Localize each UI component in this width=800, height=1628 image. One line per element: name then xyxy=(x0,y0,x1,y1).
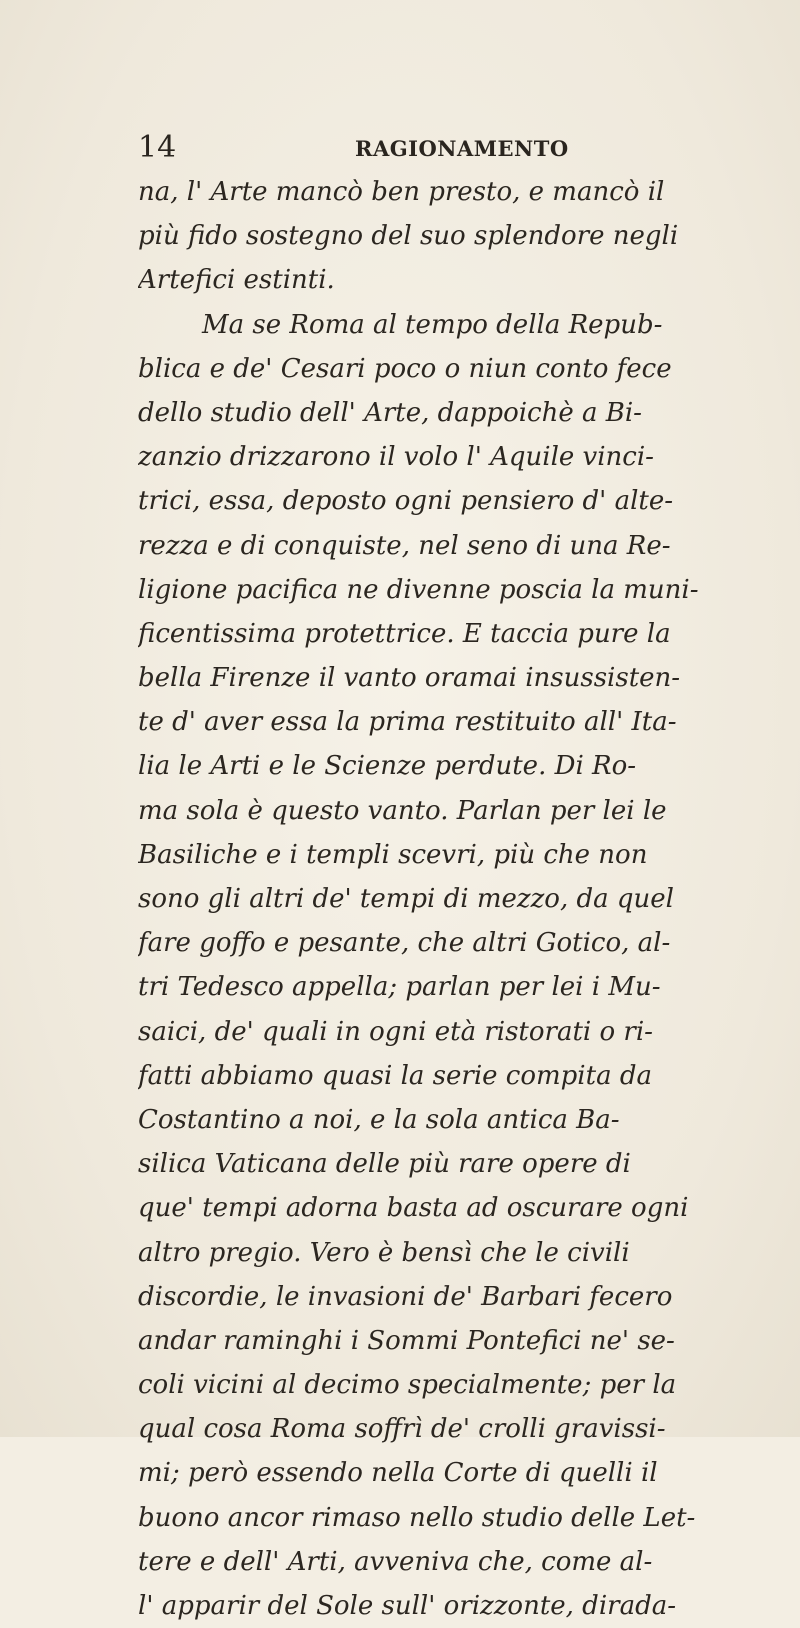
text-line: tri Tedesco appella; parlan per lei i Mu- xyxy=(138,972,661,1003)
text-line: Artefici estinti. xyxy=(138,265,335,296)
text-line: bella Firenze il vanto oramai insussisten- xyxy=(138,663,681,694)
text-line: Basiliche e i templi scevri, più che non xyxy=(138,839,648,870)
page-header xyxy=(138,130,698,166)
text-line: l' apparir del Sole sull' orizzonte, dirada- xyxy=(138,1591,677,1621)
text-line: ma sola è questo vanto. Parlan per lei le xyxy=(138,795,667,826)
body-text xyxy=(138,170,738,1628)
text-line: coli vicini al decimo specialmente; per la xyxy=(138,1370,677,1401)
text-line: discordie, le invasioni de' Barbari fecero xyxy=(138,1281,673,1312)
text-line: que' tempi adorna basta ad oscurare ogni xyxy=(138,1193,689,1224)
text-line: lia le Arti e le Scienze perdute. Di Ro- xyxy=(138,751,637,782)
page-number: 14 xyxy=(138,130,177,165)
text-line: dello studio dell' Arte, dappoichè a Bi- xyxy=(138,397,642,428)
text-line: buono ancor rimaso nello studio delle Let- xyxy=(138,1502,696,1533)
paragraph-start-line: Ma se Roma al tempo della Repub- xyxy=(202,309,663,340)
text-line: te d' aver essa la prima restituito all' Ita- xyxy=(138,707,677,738)
text-line: ficentissima protettrice. E taccia pure la xyxy=(138,618,671,649)
text-line: na, l' Arte mancò ben presto, e mancò il xyxy=(138,177,665,207)
text-line: Costantino a noi, e la sola antica Ba- xyxy=(138,1104,620,1135)
text-line: tere e dell' Arti, avveniva che, come al- xyxy=(138,1546,653,1577)
running-head: RAGIONAMENTO xyxy=(355,136,569,161)
text-line: qual cosa Roma soffrì de' crolli gravissi- xyxy=(138,1414,666,1445)
text-line: più fido sostegno del suo splendore negli xyxy=(138,221,679,252)
text-line: fare goffo e pesante, che altri Gotico, al- xyxy=(138,928,671,959)
text-line: fatti abbiamo quasi la serie compita da xyxy=(138,1060,652,1091)
text-line: saici, de' quali in ogni età ristorati o ri- xyxy=(138,1016,653,1047)
text-line: sono gli altri de' tempi di mezzo, da quel xyxy=(138,884,674,914)
text-line: mi; però essendo nella Corte di quelli il xyxy=(138,1458,658,1489)
text-line: rezza e di conquiste, nel seno di una Re- xyxy=(138,530,671,561)
text-line: silica Vaticana delle più rare opere di xyxy=(138,1149,631,1180)
text-line: blica e de' Cesari poco o niun conto fece xyxy=(138,353,672,384)
text-line: trici, essa, deposto ogni pensiero d' alte- xyxy=(138,486,674,517)
text-line: ligione pacifica ne divenne poscia la muni- xyxy=(138,574,699,605)
text-line: zanzio drizzarono il volo l' Aquile vinci- xyxy=(138,442,654,473)
text-line: altro pregio. Vero è bensì che le civili xyxy=(138,1237,630,1268)
text-line: andar raminghi i Sommi Pontefici ne' se- xyxy=(138,1325,675,1356)
